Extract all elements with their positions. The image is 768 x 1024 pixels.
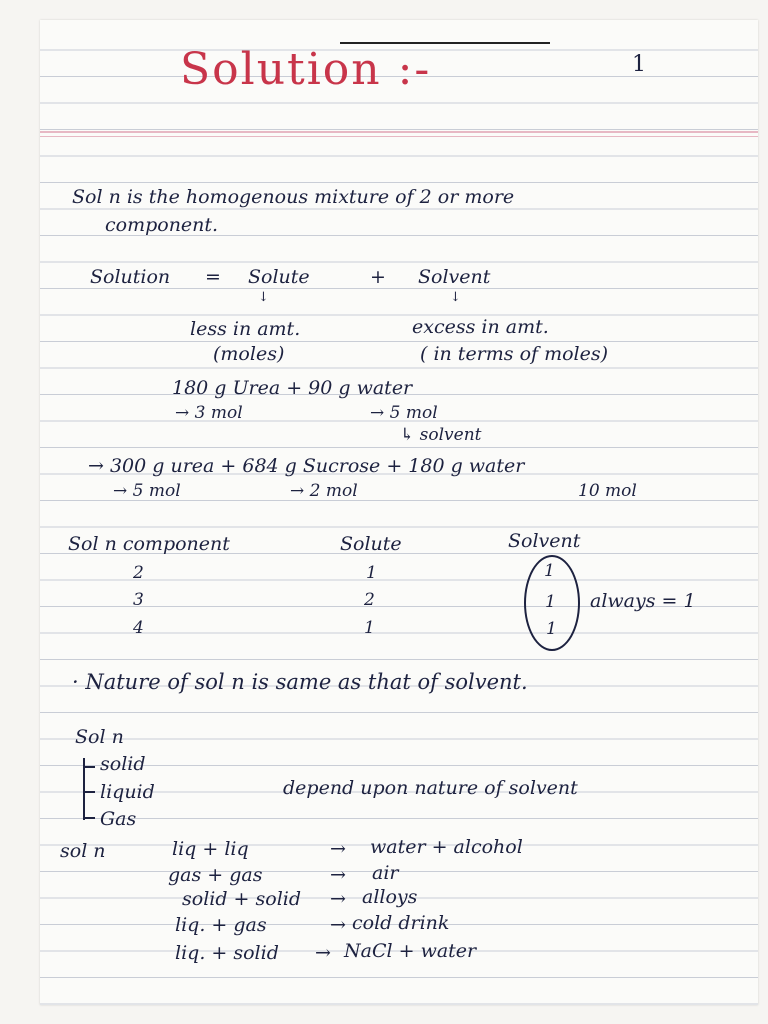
types-note: depend upon nature of solvent <box>283 777 578 799</box>
equation-lhs: Solution <box>90 266 171 288</box>
page-number: 1 <box>632 52 646 77</box>
example-combo-5: liq. + solid <box>175 942 279 964</box>
solvent-description: excess in amt. <box>412 316 549 338</box>
type-solid: solid <box>100 753 146 775</box>
table-row-2-component: 3 <box>133 590 144 610</box>
table-header-solvent: Solvent <box>508 530 581 552</box>
example-value-1: water + alcohol <box>370 836 523 858</box>
solute-arrow: ↓ <box>258 290 269 305</box>
solvent-arrow: ↓ <box>450 290 461 305</box>
example-arrow-5: → <box>315 942 331 964</box>
example-value-2: air <box>372 862 399 884</box>
solvent-circle <box>524 555 580 651</box>
equation-solute: Solute <box>248 266 310 288</box>
example-arrow-3: → <box>330 888 346 910</box>
definition-line-1: Sol n is the homogenous mixture of 2 or more <box>72 186 515 208</box>
example-combo-1: liq + liq <box>172 838 249 860</box>
type-gas: Gas <box>100 808 137 830</box>
solute-description: less in amt. <box>190 318 301 340</box>
example1-line: 180 g Urea + 90 g water <box>172 377 413 399</box>
table-row-2-solvent: 1 <box>545 592 556 612</box>
example-value-3: alloys <box>362 886 418 908</box>
type-liquid: liquid <box>100 781 155 803</box>
example2-sucrose-mol: → 2 mol <box>290 481 358 501</box>
example-arrow-2: → <box>330 864 346 886</box>
table-note: always = 1 <box>590 590 696 612</box>
table-row-3-solvent: 1 <box>546 619 557 639</box>
page-title: Solution :- <box>180 44 432 95</box>
table-row-3-solute: 1 <box>364 618 375 638</box>
header-margin-line-2 <box>40 136 758 137</box>
table-header-component: Sol n component <box>68 533 230 555</box>
example2-water-mol: 10 mol <box>578 481 637 501</box>
example-combo-3: solid + solid <box>182 888 302 910</box>
example-combo-2: gas + gas <box>168 864 263 886</box>
types-bracket <box>83 758 93 820</box>
nature-statement: · Nature of sol n is same as that of solvent. <box>72 670 528 694</box>
table-row-1-component: 2 <box>133 563 144 583</box>
definition-line-2: component. <box>105 214 219 236</box>
equation-equals: = <box>205 266 221 288</box>
table-row-2-solute: 2 <box>364 590 375 610</box>
table-header-solute: Solute <box>340 533 402 555</box>
example-arrow-4: → <box>330 914 346 936</box>
example1-urea-mol: → 3 mol <box>175 403 243 423</box>
example-value-5: NaCl + water <box>344 940 477 962</box>
example2-line: → 300 g urea + 684 g Sucrose + 180 g water <box>88 455 525 477</box>
example-value-4: cold drink <box>352 912 450 934</box>
types-heading: Sol n <box>75 726 124 748</box>
table-row-3-component: 4 <box>133 618 144 638</box>
equation-solvent: Solvent <box>418 266 491 288</box>
example1-water-mol: → 5 mol <box>370 403 438 423</box>
examples-label: sol n <box>60 840 106 862</box>
example-arrow-1: → <box>330 838 346 860</box>
header-margin-line <box>40 131 758 133</box>
table-row-1-solute: 1 <box>366 563 377 583</box>
example1-water-role: ↳ solvent <box>400 425 482 445</box>
table-row-1-solvent: 1 <box>544 561 555 581</box>
example2-urea-mol: → 5 mol <box>113 481 181 501</box>
equation-plus: + <box>370 266 386 288</box>
solvent-unit: ( in terms of moles) <box>420 343 609 365</box>
example-combo-4: liq. + gas <box>175 914 267 936</box>
solute-unit: (moles) <box>213 343 285 365</box>
